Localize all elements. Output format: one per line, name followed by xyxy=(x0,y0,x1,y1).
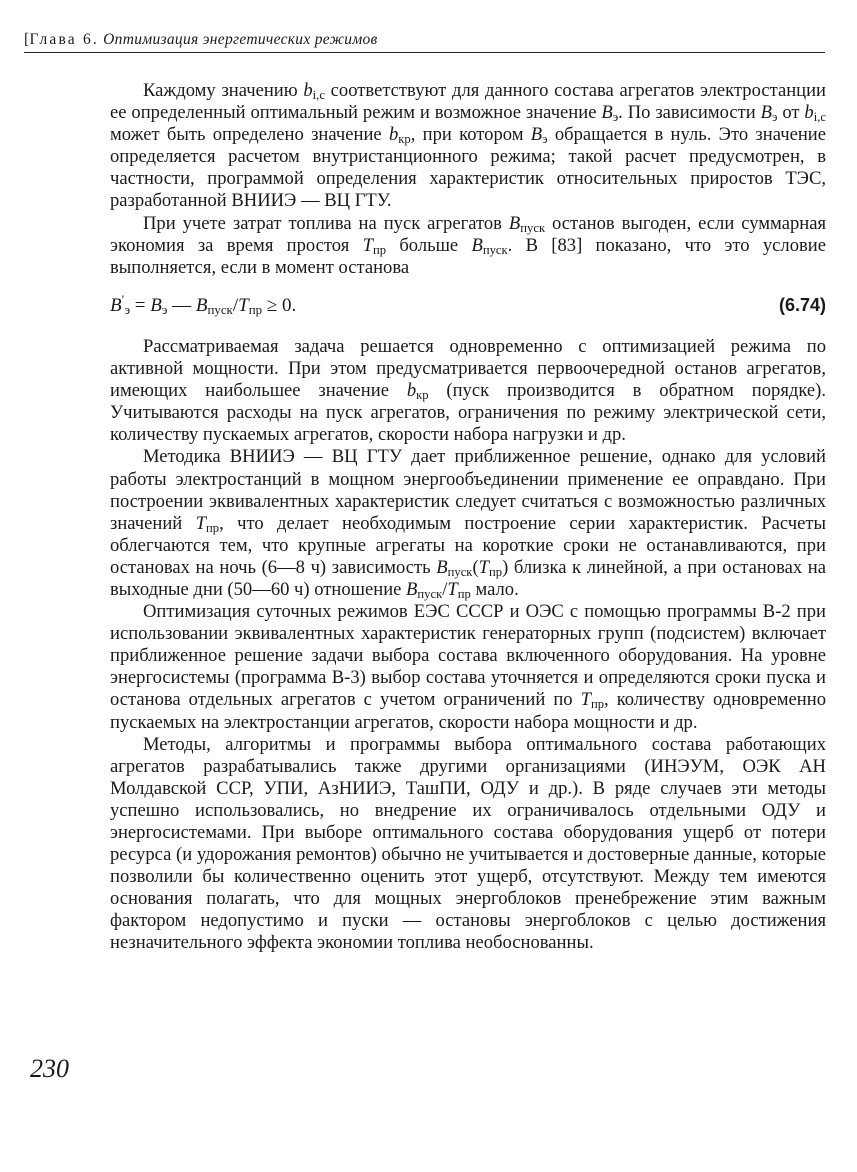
equation-6-74 xyxy=(110,291,826,318)
paragraph-2: При учете затрат топлива на пуск агрегатов $B_{пуск}$ останов выгоден, если суммарная экономия за время простоя $T_{пр}$ больше $B_{пуск}$. В [83] показано, что это условие выполняется, если в момент останова xyxy=(110,212,827,278)
equation-number: (6.74) xyxy=(778,294,826,315)
paragraph-3: Рассматриваемая задача решается одновременно с оптимизацией режима по активной мощности. При этом предусматривается первоочередной останов агрегатов, имеющих наибольшее значение $b_{кр}$ (пуск производится в обратном порядке). Учитываются расходы на пуск агрегатов, ограничения по режиму электрической сети, количеству пускаемых агрегатов, скорости набора нагрузки и др. xyxy=(110,335,826,446)
body-text xyxy=(110,80,826,955)
header-bracket: [ xyxy=(24,31,30,48)
running-header xyxy=(24,30,825,53)
paragraph-1: Каждому значению $b_{i,c}$ соответствуют для данного состава агрегатов электростанции ее определенный оптимальный режим и возможное значение $B_э$. По зависимости $B_э$ от $b_{i,c}$ может быть определено значение $b_{кр}$, при котором $B_э$ обращается в нуль. Это значение определяется расчетом внутристанционного режима; такой расчет предусмотрен, в частности, программой определения характеристик относительных приростов ТЭС, разработанной ВНИИЭ — ВЦ ГТУ. xyxy=(110,80,826,212)
paragraph-6: Методы, алгоритмы и программы выбора оптимального состава работающих агрегатов разрабатывались также другими организациями (ИНЭУМ, ОЭК АН Молдавской ССР, УПИ, АзНИИЭ, ТашПИ, ОДУ и др.). В ряде случаев эти методы успешно использовались, но внедрение их ограничивалось отдельными ОДУ и энергосистемами. При выборе оптимального состава оборудования ущерб от потери ресурса (и удорожания ремонтов) обычно не учитывается и достоверные данные, которые позволили бы количественно оценить этот ущерб, отсутствуют. Между тем имеются основания полагать, что для мощных энергоблоков пренебрежение этим важным фактором недопустимо и пуски — остановы энергоблоков с целью достижения незначительного эффекта экономии топлива необоснованны. xyxy=(110,733,826,954)
page-number: 230 xyxy=(30,1054,69,1083)
paragraph-4: Методика ВНИИЭ — ВЦ ГТУ дает приближенное решение, однако для условий работы электростанций в мощном энергообъединении применение ее оправдано. При построении эквивалентных характеристик следует считаться с возможностью различных значений $T_{пр}$, что делает необходимым построение серии характеристик. Расчеты облегчаются тем, что крупные агрегаты на короткие сроки не останавливаются, при остановах на ночь (6—8 ч) зависимость $B_{пуск}(T_{пр})$ близка к линейной, а при остановах на выходные дни (50—60 ч) отношение $B_{пуск}/T_{пр}$ мало. xyxy=(110,446,826,602)
paragraph-5: Оптимизация суточных режимов ЕЭС СССР и ОЭС с помощью программы В-2 при использовании эквивалентных характеристик генераторных групп (подсистем) включает приближенное решение задачи выбора состава включенного оборудования. На уровне энергосистемы (программа В-3) выбор состава уточняется и определяются сроки пуска и останова отдельных агрегатов с учетом ограничений по $T_{пр}$, количеству одновременно пускаемых на электростанции агрегатов, скорости набора мощности и др. xyxy=(110,601,826,733)
header-chapter: Глава 6. xyxy=(29,31,99,48)
header-title: Оптимизация энергетических режимов xyxy=(103,31,378,48)
equation-body: $B'_э = B_э$ — $B_{пуск}/T_{пр} \ge 0$. xyxy=(110,291,297,318)
